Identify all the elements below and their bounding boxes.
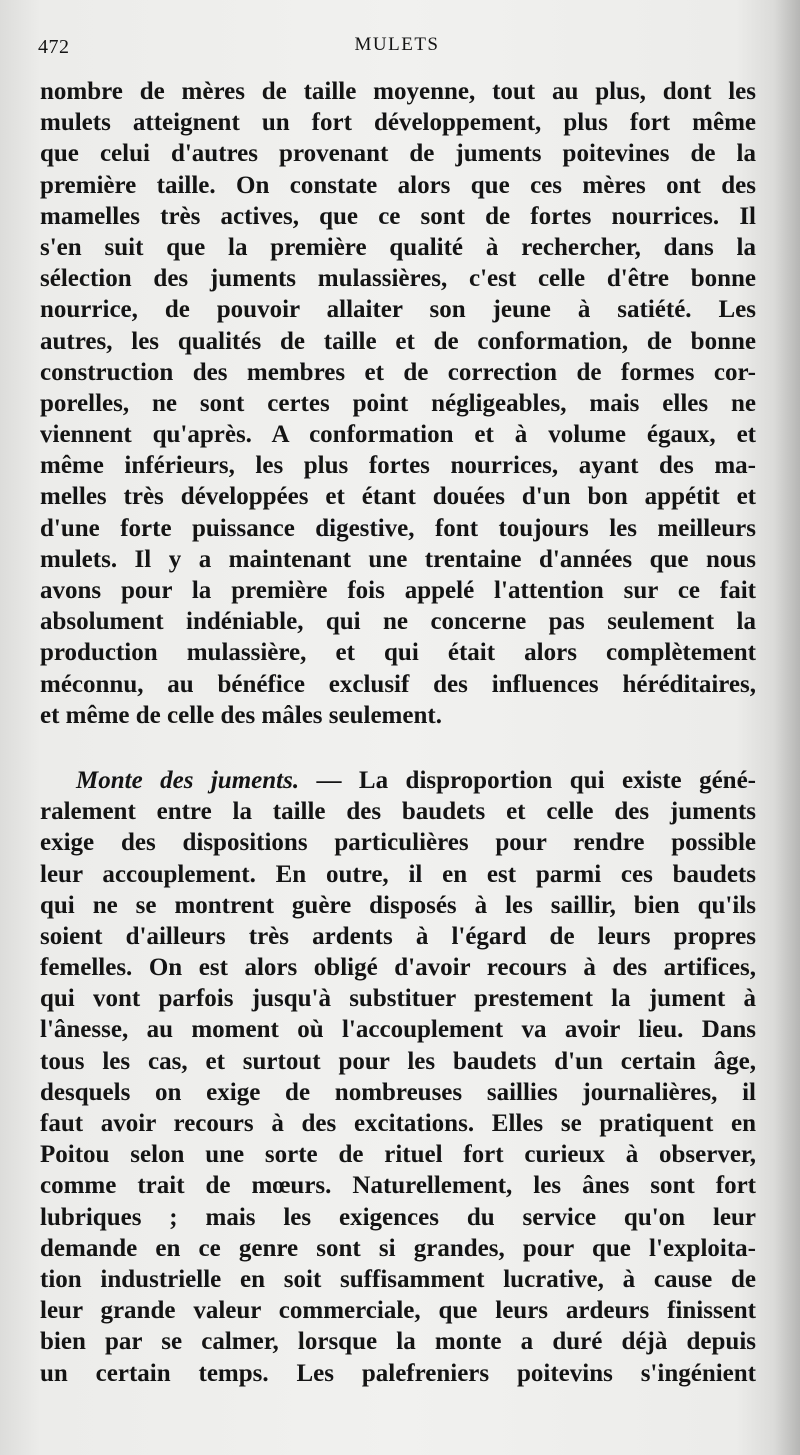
text-line: un certain temps. Les palefreniers poitevins s'ingénient	[40, 1359, 756, 1387]
text-line: sélection des juments mulassières, c'est celle d'être bonne	[40, 265, 756, 293]
text-line: s'en suit que la première qualité à rechercher, dans la	[40, 233, 756, 261]
text-line: mamelles très actives, que ce sont de fortes nourrices. Il	[40, 202, 756, 230]
text-line: Poitou selon une sorte de rituel fort curieux à observer,	[40, 1141, 756, 1169]
running-head: MULETS	[354, 34, 440, 55]
text-line	[40, 765, 756, 796]
text-line: même inférieurs, les plus fortes nourrices, ayant des ma-	[40, 452, 756, 480]
text-line: melles très développées et étant douées d'un bon appétit et	[40, 483, 756, 511]
heading-line-rest: — La disproportion qui existe géné-	[299, 766, 756, 794]
text-line: leur accouplement. En outre, il en est parmi ces baudets	[40, 860, 756, 888]
text-line: qui ne se montrent guère disposés à les saillir, bien qu'ils	[40, 891, 756, 919]
text-line: lubriques ; mais les exigences du service qu'on leur	[40, 1203, 756, 1231]
text-line: nourrice, de pouvoir allaiter son jeune à satiété. Les	[40, 296, 756, 324]
text-line: tion industrielle en soit suffisamment lucrative, à cause de	[40, 1265, 756, 1293]
page-edge-shadow	[774, 0, 800, 1455]
text-line: tous les cas, et surtout pour les baudets d'un certain âge,	[40, 1047, 756, 1075]
text-line: méconnu, au bénéfice exclusif des influences héréditaires,	[40, 670, 756, 698]
text-line: absolument indéniable, qui ne concerne pas seulement la	[40, 608, 756, 636]
text-line: l'ânesse, au moment où l'accouplement va avoir lieu. Dans	[40, 1016, 756, 1044]
paragraph-monte-des-juments	[40, 765, 756, 1389]
text-line: ralement entre la taille des baudets et celle des juments	[40, 798, 756, 826]
text-line: bien par se calmer, lorsque la monte a duré déjà depuis	[40, 1328, 756, 1356]
text-line: autres, les qualités de taille et de conformation, de bonne	[40, 327, 756, 355]
text-line: avons pour la première fois appelé l'attention sur ce fait	[40, 577, 756, 604]
text-line: nombre de mères de taille moyenne, tout au plus, dont les	[40, 78, 756, 105]
text-line: et même de celle des mâles seulement.	[40, 701, 442, 729]
text-line: mulets. Il y a maintenant une trentaine d'années que nous	[40, 545, 756, 573]
text-line: construction des membres et de correction de formes cor-	[40, 358, 756, 386]
text-line: leur grande valeur commerciale, que leurs ardeurs finissent	[40, 1297, 756, 1325]
page-header	[38, 32, 756, 62]
body-text	[40, 76, 756, 1389]
text-line: demande en ce genre sont si grandes, pour que l'exploita-	[40, 1234, 756, 1262]
text-line: desquels on exige de nombreuses saillies journalières, il	[40, 1078, 756, 1106]
text-line: soient d'ailleurs très ardents à l'égard de leurs propres	[40, 922, 756, 950]
text-line: faut avoir recours à des excitations. Elles se pratiquent en	[40, 1110, 756, 1137]
text-line: production mulassière, et qui était alors complètement	[40, 639, 756, 667]
text-line: comme trait de mœurs. Naturellement, les ânes sont fort	[40, 1172, 756, 1200]
text-line: viennent qu'après. A conformation et à volume égaux, et	[40, 421, 756, 449]
text-line: première taille. On constate alors que ces mères ont des	[40, 171, 756, 199]
text-line: mulets atteignent un fort développement, plus fort même	[40, 109, 756, 137]
text-line: que celui d'autres provenant de juments poitevines de la	[40, 140, 756, 168]
text-line: exige des dispositions particulières pour rendre possible	[40, 829, 756, 857]
text-line: porelles, ne sont certes point négligeables, mais elles ne	[40, 389, 756, 417]
text-line: femelles. On est alors obligé d'avoir recours à des artifices,	[40, 954, 756, 982]
text-line: d'une forte puissance digestive, font toujours les meilleurs	[40, 514, 756, 542]
page-number: 472	[38, 36, 70, 58]
text-line: qui vont parfois jusqu'à substituer prestement la jument à	[40, 985, 756, 1013]
section-heading: Monte des juments.	[76, 766, 300, 794]
paragraph-continuation	[40, 76, 756, 731]
